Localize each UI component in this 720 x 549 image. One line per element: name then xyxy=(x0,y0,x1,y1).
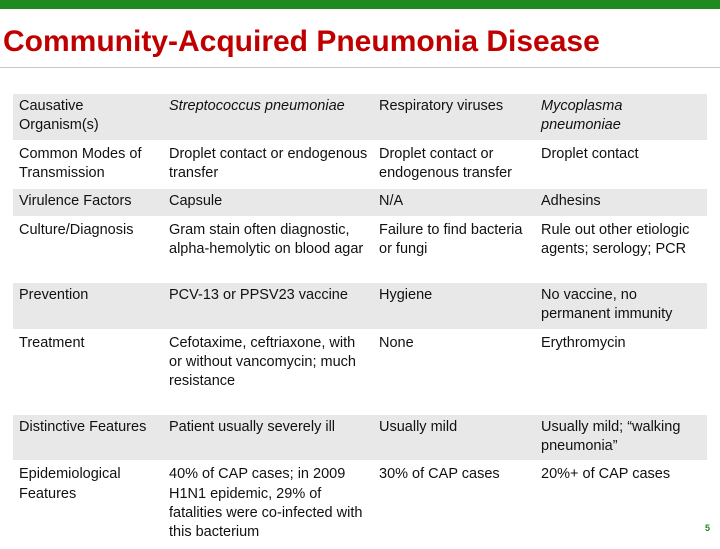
row-label: Treatment xyxy=(13,331,163,413)
disease-table-container xyxy=(13,94,707,549)
page-number: 5 xyxy=(705,523,711,533)
table-row-culture-diagnosis xyxy=(13,218,707,281)
table-row-distinctive-features xyxy=(13,415,707,461)
table-row-epidemiological-features xyxy=(13,462,707,546)
table-cell: Erythromycin xyxy=(535,331,707,413)
table-cell: Streptococcus pneumoniae xyxy=(163,94,373,140)
table-cell: Capsule xyxy=(163,189,373,216)
right-margin-strip xyxy=(707,68,720,540)
table-cell: Gram stain often diagnostic, alpha-hemolytic on blood agar xyxy=(163,218,373,281)
table-cell: Hygiene xyxy=(373,283,535,329)
table-cell: 20%+ of CAP cases xyxy=(535,462,707,546)
table-cell: Mycoplasma pneumoniae xyxy=(535,94,707,140)
table-cell: 30% of CAP cases xyxy=(373,462,535,546)
row-label: Culture/Diagnosis xyxy=(13,218,163,281)
row-label: Epidemiological Features xyxy=(13,462,163,546)
table-cell: 40% of CAP cases; in 2009 H1N1 epidemic, 29% of fatalities were co-infected with this bacterium xyxy=(163,462,373,546)
table-cell: Rule out other etiologic agents; serology; PCR xyxy=(535,218,707,281)
table-cell: Adhesins xyxy=(535,189,707,216)
row-label: Causative Organism(s) xyxy=(13,94,163,140)
table-cell: Droplet contact or endogenous transfer xyxy=(373,142,535,188)
table-cell: Droplet contact xyxy=(535,142,707,188)
table-cell: N/A xyxy=(373,189,535,216)
table-cell: None xyxy=(373,331,535,413)
table-cell: Usually mild; “walking pneumonia” xyxy=(535,415,707,461)
disease-comparison-table xyxy=(13,92,707,549)
row-label: Distinctive Features xyxy=(13,415,163,461)
top-accent-bar xyxy=(0,0,720,9)
row-label: Common Modes of Transmission xyxy=(13,142,163,188)
table-row-causative-organism xyxy=(13,94,707,140)
table-cell: Failure to find bacteria or fungi xyxy=(373,218,535,281)
table-cell: PCV-13 or PPSV23 vaccine xyxy=(163,283,373,329)
table-cell: No vaccine, no permanent immunity xyxy=(535,283,707,329)
title-divider xyxy=(0,67,720,68)
row-label: Virulence Factors xyxy=(13,189,163,216)
table-row-virulence-factors xyxy=(13,189,707,216)
table-row-transmission xyxy=(13,142,707,188)
table-cell: Usually mild xyxy=(373,415,535,461)
table-cell: Patient usually severely ill xyxy=(163,415,373,461)
table-cell: Respiratory viruses xyxy=(373,94,535,140)
row-label: Prevention xyxy=(13,283,163,329)
table-row-treatment xyxy=(13,331,707,413)
table-cell: Droplet contact or endogenous transfer xyxy=(163,142,373,188)
table-row-prevention xyxy=(13,283,707,329)
slide-title: Community-Acquired Pneumonia Disease xyxy=(3,25,600,58)
table-cell: Cefotaxime, ceftriaxone, with or without vancomycin; much resistance xyxy=(163,331,373,413)
